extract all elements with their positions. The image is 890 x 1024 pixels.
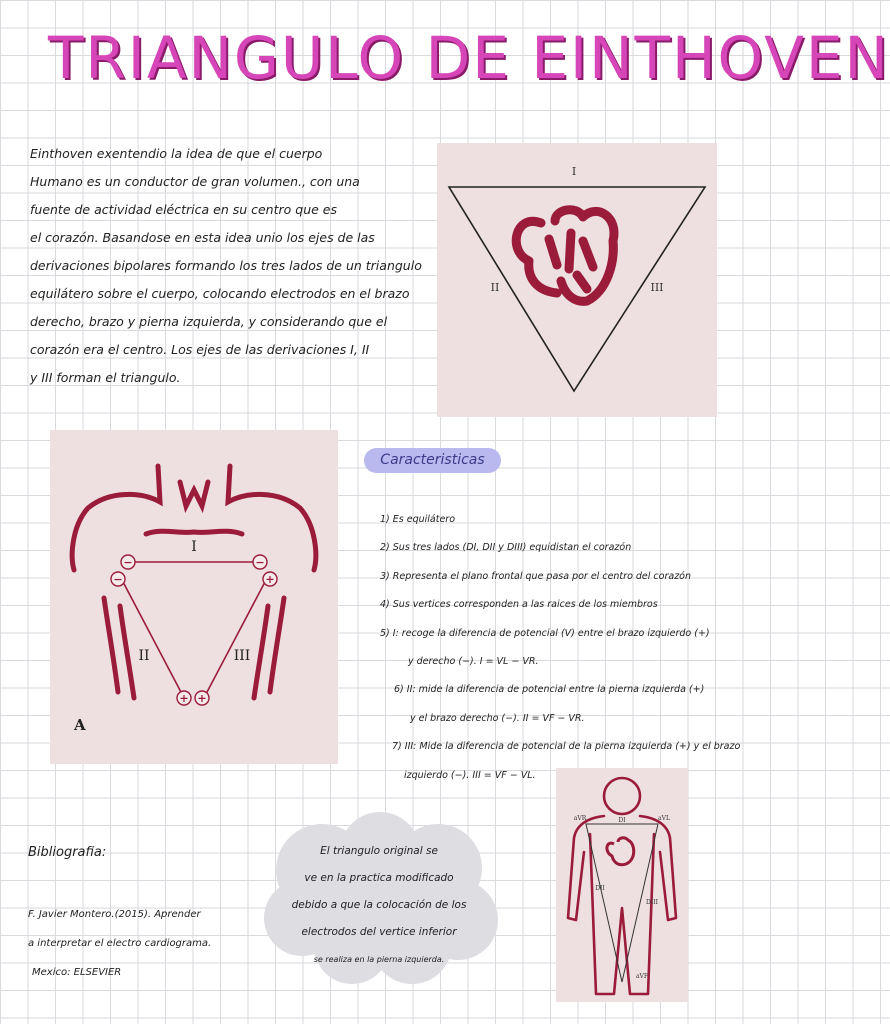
note-line: ve en la practica modificado — [304, 872, 454, 884]
di-label: DI — [618, 817, 626, 824]
plus-sign: + — [179, 692, 189, 705]
triangle-heart-svg — [437, 143, 717, 417]
intro-line: corazón era el centro. Los ejes de las derivaciones I, II — [30, 342, 370, 357]
lead-ii-label: II — [490, 281, 500, 294]
einthoven-triangle — [449, 187, 705, 391]
list-item: 7) III: Mide la diferencia de potencial de la pierna izquierda (+) y el brazo — [392, 741, 741, 753]
lead-iii-label: III — [233, 648, 251, 664]
plus-sign: + — [265, 573, 275, 586]
list-item: 4) Sus vertices corresponden a las raices de los miembros — [380, 599, 658, 611]
bibliography-line: a interpretar el electro cardiograma. — [28, 938, 212, 949]
note-line: se realiza en la pierna izquierda. — [313, 955, 445, 964]
intro-paragraph — [30, 140, 422, 392]
list-item: 2) Sus tres lados (DI, DII y DIII) equidistan el corazón — [380, 542, 632, 554]
lead-triangle — [122, 562, 266, 694]
bibliography-heading: Bibliografia: — [28, 845, 107, 860]
chest-svg — [50, 430, 338, 764]
intro-line: el corazón. Basandose en esta idea unio los ejes de las — [30, 230, 375, 245]
diii-label: DIII — [646, 899, 658, 906]
list-item: 1) Es equilátero — [380, 514, 456, 525]
triangle-heart-figure — [437, 143, 717, 417]
bibliography-line: F. Javier Montero.(2015). Aprender — [28, 909, 201, 920]
intro-line: y III forman el triangulo. — [30, 370, 181, 385]
note-line: debido a que la colocación de los — [291, 899, 467, 911]
minus-sign: − — [123, 556, 133, 569]
list-item: 5) I: recoge la diferencia de potencial (V) entre el brazo izquierdo (+) — [380, 627, 710, 639]
lead-ii-label: II — [138, 648, 150, 664]
dii-label: DII — [595, 885, 605, 892]
electrode-markers — [111, 555, 277, 705]
bibliography-line: Mexico: ELSEVIER — [32, 967, 122, 978]
chest-electrodes-figure — [50, 430, 338, 764]
avf-label: aVF — [635, 973, 649, 980]
panel-letter: A — [74, 716, 86, 734]
body-leads-figure — [556, 768, 688, 1002]
body-leads-svg — [556, 768, 688, 1002]
characteristics-heading: Caracteristicas — [364, 448, 501, 473]
plus-sign: + — [197, 692, 207, 705]
intro-line: equilátero sobre el cuerpo, colocando electrodos en el brazo — [30, 286, 410, 301]
characteristics-list — [380, 506, 755, 790]
intro-line: Einthoven exentendio la idea de que el cuerpo — [30, 146, 323, 161]
list-item: y el brazo derecho (−). II = VF − VR. — [410, 712, 585, 724]
intro-line: Humano es un conductor de gran volumen., con una — [30, 174, 360, 189]
intro-line: fuente de actividad eléctrica en su centro que es — [30, 202, 337, 217]
list-item: 6) II: mide la diferencia de potencial entre la pierna izquierda (+) — [394, 684, 705, 696]
list-item: y derecho (−). I = VL − VR. — [408, 655, 539, 667]
list-item: izquierdo (−). III = VF − VL. — [404, 769, 536, 781]
note-line: electrodos del vertice inferior — [301, 926, 457, 938]
avl-label: aVL — [658, 815, 670, 822]
note-line: El triangulo original se — [320, 845, 438, 857]
heart-icon — [516, 210, 614, 302]
lead-iii-label: III — [650, 281, 664, 294]
page-title: TRIANGULO DE EINTHOVEN — [48, 24, 890, 92]
intro-line: derivaciones bipolares formando los tres lados de un triangulo — [30, 258, 422, 273]
torso-outline — [72, 466, 316, 698]
lead-i-label: I — [571, 165, 577, 178]
avr-label: aVR — [573, 815, 587, 822]
heart-icon — [607, 838, 634, 865]
lead-i-label: I — [191, 539, 197, 555]
body-outline — [568, 778, 676, 994]
list-item: 3) Representa el plano frontal que pasa por el centro del corazón — [380, 570, 692, 582]
minus-sign: − — [255, 556, 265, 569]
intro-line: derecho, brazo y pierna izquierda, y considerando que el — [30, 314, 388, 329]
note-text — [276, 838, 482, 973]
bibliography-entry — [28, 900, 268, 987]
minus-sign: − — [113, 573, 123, 586]
